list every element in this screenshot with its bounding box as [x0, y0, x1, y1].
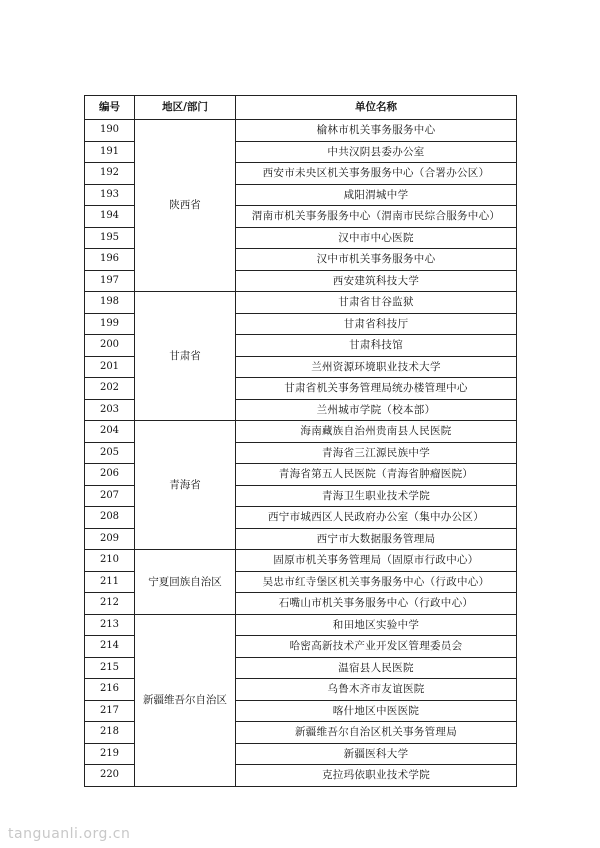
table-header-row [85, 96, 517, 120]
table-row [85, 550, 517, 572]
row-number: 210 [85, 550, 135, 572]
row-number: 194 [85, 206, 135, 228]
unit-name: 榆林市机关事务服务中心 [236, 120, 517, 142]
unit-name: 甘肃科技馆 [236, 335, 517, 357]
unit-name: 西安建筑科技大学 [236, 270, 517, 292]
header-region: 地区/部门 [135, 96, 236, 120]
row-number: 214 [85, 636, 135, 658]
unit-name: 中共汉阴县委办公室 [236, 141, 517, 163]
unit-name: 吴忠市红寺堡区机关事务服务中心（行政中心） [236, 571, 517, 593]
row-number: 216 [85, 679, 135, 701]
row-number: 195 [85, 227, 135, 249]
unit-name: 克拉玛依职业技术学院 [236, 765, 517, 787]
unit-name: 西宁市城西区人民政府办公室（集中办公区） [236, 507, 517, 529]
unit-name: 渭南市机关事务服务中心（渭南市民综合服务中心） [236, 206, 517, 228]
row-number: 203 [85, 399, 135, 421]
row-number: 205 [85, 442, 135, 464]
row-number: 213 [85, 614, 135, 636]
unit-name: 青海省第五人民医院（青海省肿瘤医院） [236, 464, 517, 486]
row-number: 200 [85, 335, 135, 357]
row-number: 220 [85, 765, 135, 787]
row-number: 204 [85, 421, 135, 443]
row-number: 209 [85, 528, 135, 550]
unit-name: 兰州资源环境职业技术大学 [236, 356, 517, 378]
unit-name: 新疆维吾尔自治区机关事务管理局 [236, 722, 517, 744]
row-number: 215 [85, 657, 135, 679]
unit-name: 兰州城市学院（校本部） [236, 399, 517, 421]
unit-name: 海南藏族自治州贵南县人民医院 [236, 421, 517, 443]
row-number: 192 [85, 163, 135, 185]
unit-name: 新疆医科大学 [236, 743, 517, 765]
unit-name: 汉中市机关事务服务中心 [236, 249, 517, 271]
table-row [85, 421, 517, 443]
row-number: 198 [85, 292, 135, 314]
unit-name: 哈密高新技术产业开发区管理委员会 [236, 636, 517, 658]
table-row [85, 614, 517, 636]
region-cell: 新疆维吾尔自治区 [135, 614, 236, 786]
row-number: 211 [85, 571, 135, 593]
row-number: 201 [85, 356, 135, 378]
row-number: 193 [85, 184, 135, 206]
unit-name: 青海省三江源民族中学 [236, 442, 517, 464]
row-number: 212 [85, 593, 135, 615]
unit-name: 甘肃省机关事务管理局统办楼管理中心 [236, 378, 517, 400]
unit-name: 喀什地区中医医院 [236, 700, 517, 722]
unit-name: 乌鲁木齐市友谊医院 [236, 679, 517, 701]
row-number: 202 [85, 378, 135, 400]
region-cell: 宁夏回族自治区 [135, 550, 236, 615]
row-number: 206 [85, 464, 135, 486]
row-number: 208 [85, 507, 135, 529]
row-number: 217 [85, 700, 135, 722]
row-number: 196 [85, 249, 135, 271]
table-body [85, 120, 517, 787]
unit-name: 西宁市大数据服务管理局 [236, 528, 517, 550]
unit-name: 和田地区实验中学 [236, 614, 517, 636]
unit-name: 石嘴山市机关事务服务中心（行政中心） [236, 593, 517, 615]
row-number: 218 [85, 722, 135, 744]
unit-name: 甘肃省甘谷监狱 [236, 292, 517, 314]
row-number: 197 [85, 270, 135, 292]
row-number: 219 [85, 743, 135, 765]
region-cell: 陕西省 [135, 120, 236, 292]
table-row [85, 292, 517, 314]
region-cell: 甘肃省 [135, 292, 236, 421]
header-number: 编号 [85, 96, 135, 120]
unit-name: 温宿县人民医院 [236, 657, 517, 679]
table-row [85, 120, 517, 142]
watermark-text: tanguanli.org.cn [8, 826, 131, 842]
unit-name: 甘肃省科技厅 [236, 313, 517, 335]
header-unit-name: 单位名称 [236, 96, 517, 120]
unit-name: 汉中市中心医院 [236, 227, 517, 249]
row-number: 199 [85, 313, 135, 335]
unit-name: 咸阳渭城中学 [236, 184, 517, 206]
unit-name: 西安市未央区机关事务服务中心（合署办公区） [236, 163, 517, 185]
institution-table [84, 95, 517, 787]
unit-name: 固原市机关事务管理局（固原市行政中心） [236, 550, 517, 572]
row-number: 207 [85, 485, 135, 507]
row-number: 191 [85, 141, 135, 163]
unit-name: 青海卫生职业技术学院 [236, 485, 517, 507]
row-number: 190 [85, 120, 135, 142]
region-cell: 青海省 [135, 421, 236, 550]
